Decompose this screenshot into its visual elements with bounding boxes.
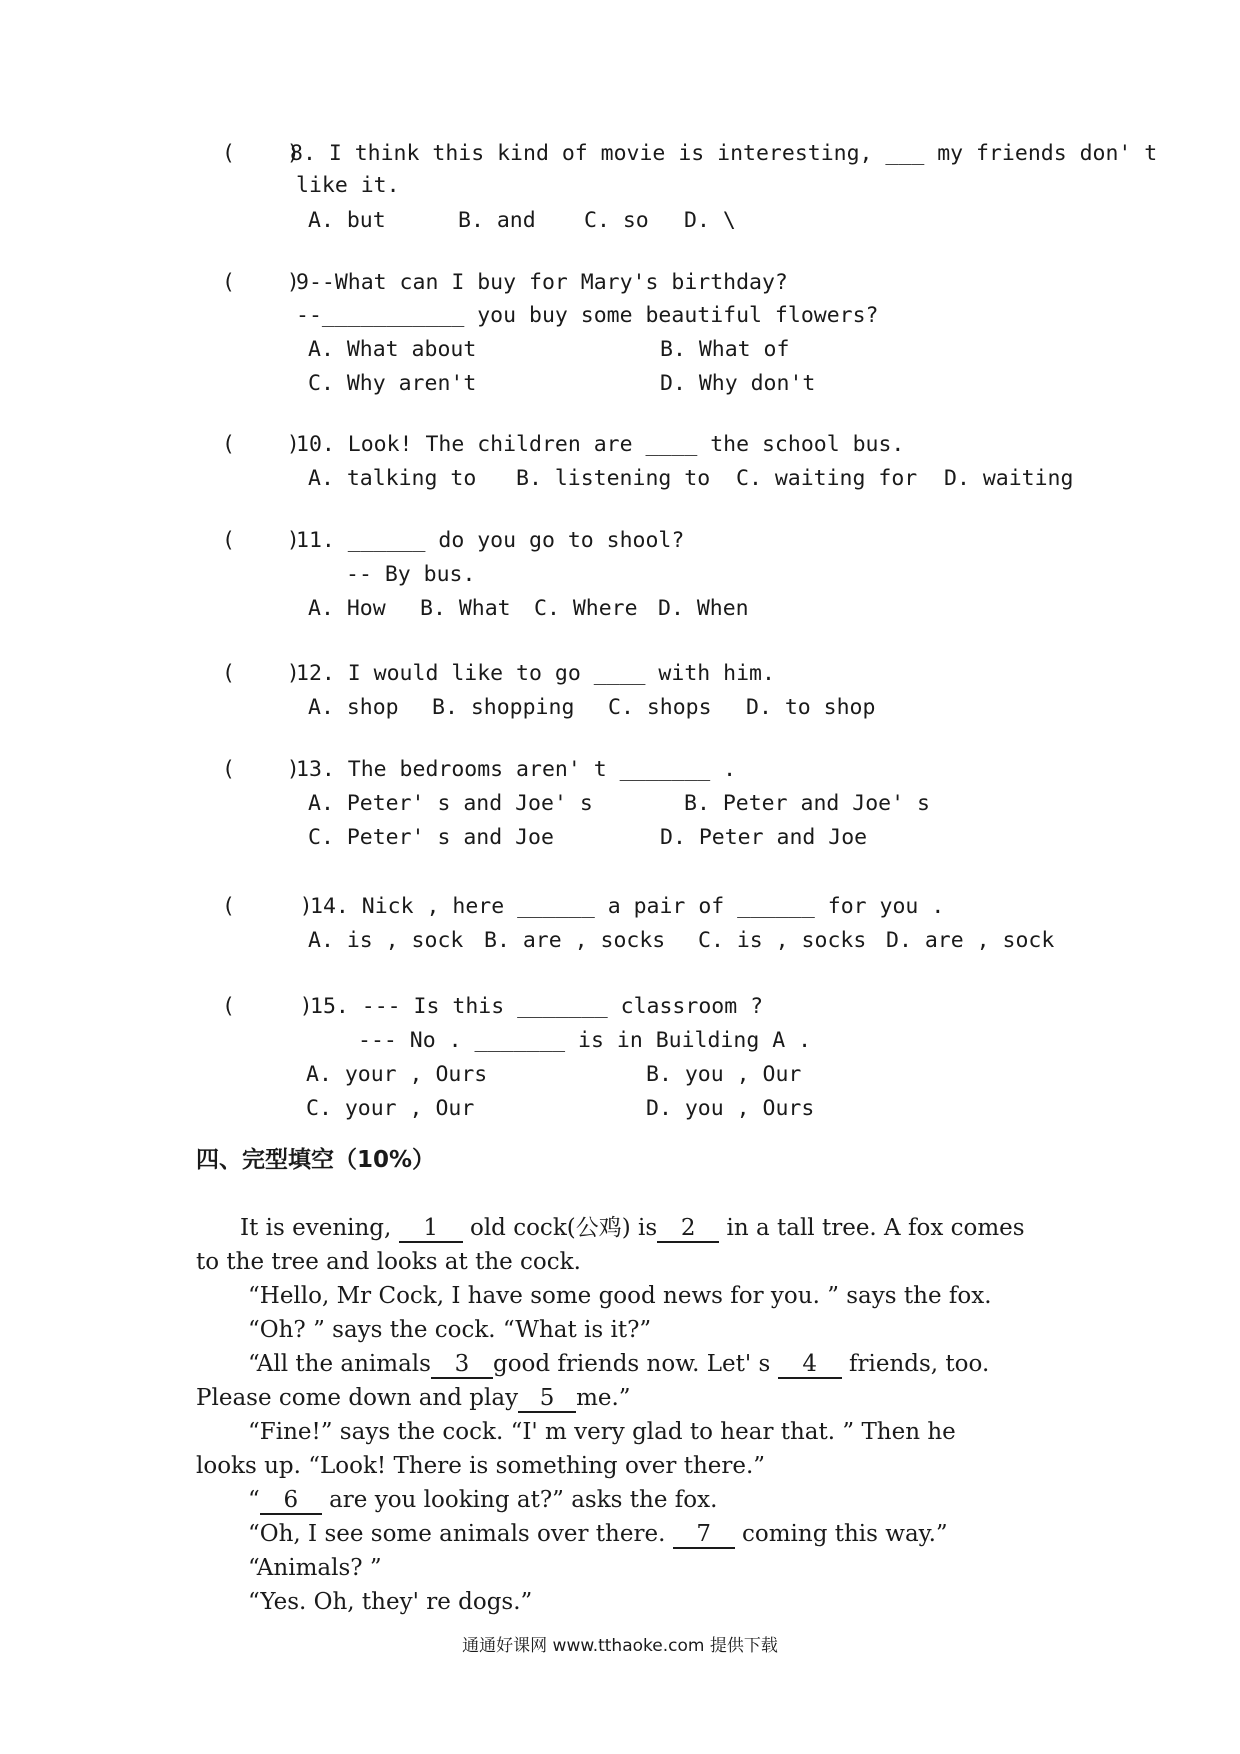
option-c: C. shops <box>608 695 712 720</box>
passage-text: “Oh, I see some animals over there. <box>248 1521 673 1547</box>
answer-paren: ( ) <box>222 994 313 1019</box>
passage-text: friends, too. <box>841 1351 990 1377</box>
question-stem-cont: like it. <box>296 173 400 198</box>
option-c: C. waiting for <box>736 466 918 491</box>
option-d: D. waiting <box>944 466 1074 491</box>
passage-text: “ <box>248 1487 260 1513</box>
question-stem: 14. Nick , here ______ a pair of ______ for you . <box>310 894 945 919</box>
passage-line-11: “Animals? ” <box>248 1555 382 1581</box>
option-b: B. and <box>458 208 536 233</box>
passage-line-6 <box>196 1383 631 1413</box>
option-b: B. Peter and Joe' s <box>684 791 930 816</box>
answer-paren: ( ) <box>222 141 300 166</box>
option-d: D. Peter and Joe <box>660 825 868 850</box>
passage-line-8: looks up. “Look! There is something over there.” <box>196 1453 766 1479</box>
passage-line-9 <box>248 1485 717 1515</box>
answer-paren: ( ) <box>222 757 300 782</box>
blank-4: 4 <box>778 1351 842 1379</box>
option-a: A. How <box>308 596 386 621</box>
passage-line-1 <box>240 1213 1025 1243</box>
option-a: A. but <box>308 208 386 233</box>
passage-text: in a tall tree. A fox comes <box>719 1215 1025 1241</box>
passage-line-7: “Fine!” says the cock. “I' m very glad to hear that. ” Then he <box>248 1419 956 1445</box>
passage-line-12: “Yes. Oh, they' re dogs.” <box>248 1589 533 1615</box>
section-heading: 四、完型填空（10%） <box>196 1147 436 1173</box>
option-d: D. \ <box>684 208 736 233</box>
option-c: C. is , socks <box>698 928 867 953</box>
option-a: A. Peter' s and Joe' s <box>308 791 593 816</box>
passage-line-10 <box>248 1519 948 1549</box>
option-b: B. you , Our <box>646 1062 802 1087</box>
blank-5: 5 <box>518 1385 576 1413</box>
passage-text: are you looking at?” asks the fox. <box>321 1487 718 1513</box>
option-d: D. you , Ours <box>646 1096 815 1121</box>
option-c: C. your , Our <box>306 1096 475 1121</box>
option-d: D. are , sock <box>886 928 1055 953</box>
passage-line-2: to the tree and looks at the cock. <box>196 1249 581 1275</box>
passage-text: old cock(公鸡) is <box>462 1215 658 1241</box>
page-footer: 通通好课网 www.tthaoke.com 提供下载 <box>462 1636 778 1656</box>
answer-paren: ( ) <box>222 432 300 457</box>
question-stem: 15. --- Is this _______ classroom ? <box>310 994 764 1019</box>
option-b: B. are , socks <box>484 928 666 953</box>
question-stem-cont: -- By bus. <box>346 562 476 587</box>
answer-paren: ( ) <box>222 528 300 553</box>
option-c: C. Peter' s and Joe <box>308 825 554 850</box>
blank-1: 1 <box>399 1215 463 1243</box>
option-b: B. What of <box>660 337 790 362</box>
question-stem: 9--What can I buy for Mary's birthday? <box>296 270 788 295</box>
option-a: A. is , sock <box>308 928 464 953</box>
blank-2: 2 <box>657 1215 719 1243</box>
passage-text: good friends now. Let' s <box>492 1351 778 1377</box>
option-b: B. shopping <box>432 695 575 720</box>
option-c: C. Why aren't <box>308 371 477 396</box>
blank-3: 3 <box>431 1351 493 1379</box>
passage-text: It is evening, <box>240 1215 399 1241</box>
blank-7: 7 <box>673 1521 735 1549</box>
blank-6: 6 <box>260 1487 322 1515</box>
passage-line-4: “Oh? ” says the cock. “What is it?” <box>248 1317 652 1343</box>
answer-paren: ( ) <box>222 894 313 919</box>
option-b: B. listening to <box>516 466 711 491</box>
passage-text: me.” <box>576 1385 631 1411</box>
option-d: D. When <box>658 596 749 621</box>
passage-text: “All the animals <box>248 1351 431 1377</box>
question-stem: 10. Look! The children are ____ the school bus. <box>296 432 905 457</box>
answer-paren: ( ) <box>222 661 300 686</box>
question-stem-cont: --- No . _______ is in Building A . <box>358 1028 812 1053</box>
option-c: C. so <box>584 208 649 233</box>
answer-paren: ( ) <box>222 270 300 295</box>
option-c: C. Where <box>534 596 638 621</box>
question-stem: 13. The bedrooms aren' t _______ . <box>296 757 737 782</box>
option-a: A. shop <box>308 695 399 720</box>
option-a: A. What about <box>308 337 477 362</box>
question-stem: 8. I think this kind of movie is interesting, ___ my friends don' t <box>290 141 1158 166</box>
question-stem: 12. I would like to go ____ with him. <box>296 661 775 686</box>
passage-line-5 <box>248 1349 989 1379</box>
question-stem: 11. ______ do you go to shool? <box>296 528 685 553</box>
passage-text: Please come down and play <box>196 1385 519 1411</box>
option-a: A. your , Ours <box>306 1062 488 1087</box>
question-stem-cont: --___________ you buy some beautiful flowers? <box>296 303 879 328</box>
option-d: D. to shop <box>746 695 876 720</box>
passage-text: coming this way.” <box>734 1521 948 1547</box>
option-b: B. What <box>420 596 511 621</box>
option-a: A. talking to <box>308 466 477 491</box>
option-d: D. Why don't <box>660 371 816 396</box>
passage-line-3: “Hello, Mr Cock, I have some good news for you. ” says the fox. <box>248 1283 992 1309</box>
